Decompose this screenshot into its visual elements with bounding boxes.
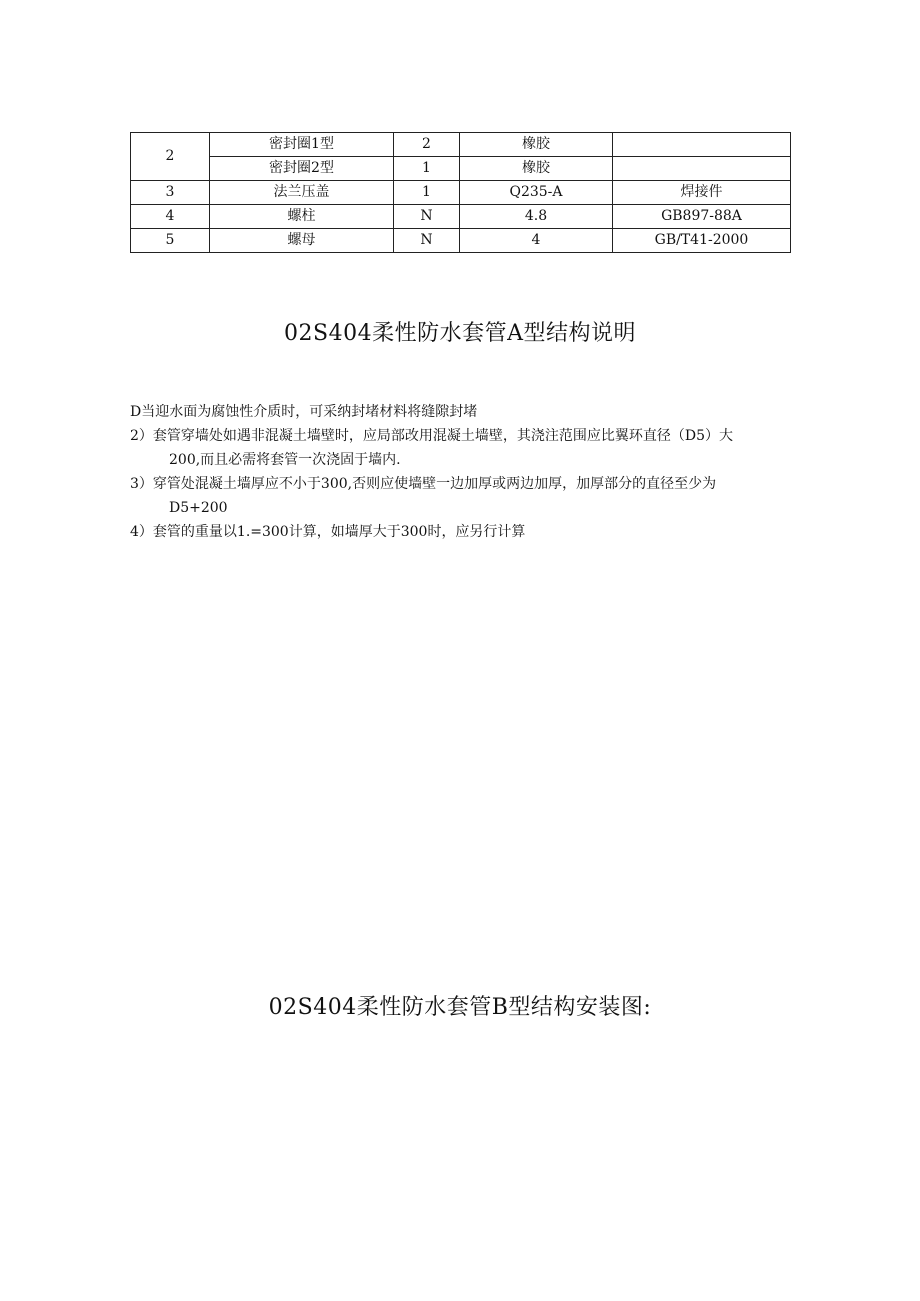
material: Q235-A [460,181,613,205]
item-number: 2 [131,133,210,181]
quantity: N [394,229,460,253]
section-a-title: 02S404柔性防水套管A型结构说明 [284,321,636,346]
section-b-title: 02S404柔性防水套管B型结构安装图: [268,995,652,1020]
note-item-continuation: 200,而且必需将套管一次浇固于墙内. [169,452,401,468]
remark [613,157,791,181]
item-number: 4 [131,205,210,229]
item-number: 3 [131,181,210,205]
table-row [131,229,791,253]
remark: GB/T41-2000 [613,229,791,253]
table-row [131,205,791,229]
material: 4.8 [460,205,613,229]
part-name: 密封圈2型 [210,157,394,181]
parts-table [130,132,791,253]
note-item: 3）穿管处混凝土墙厚应不小于300,否则应使墙壁一边加厚或两边加厚，加厚部分的直径至少为 [130,476,717,492]
remark [613,133,791,157]
part-name: 螺母 [210,229,394,253]
quantity: N [394,205,460,229]
quantity: 2 [394,133,460,157]
remark: GB897-88A [613,205,791,229]
note-item: D当迎水面为腐蚀性介质时，可采纳封堵材料将缝隙封堵 [130,404,478,420]
remark: 焊接件 [613,181,791,205]
part-name: 密封圈1型 [210,133,394,157]
quantity: 1 [394,181,460,205]
notes-list [130,400,790,544]
note-item: 4）套管的重量以1.=300计算，如墙厚大于300时，应另行计算 [130,524,526,540]
material: 橡胶 [460,157,613,181]
part-name: 法兰压盖 [210,181,394,205]
part-name: 螺柱 [210,205,394,229]
material: 4 [460,229,613,253]
table-row [131,133,791,157]
material: 橡胶 [460,133,613,157]
table-row [131,181,791,205]
quantity: 1 [394,157,460,181]
item-number: 5 [131,229,210,253]
table-row [131,157,791,181]
note-item: 2）套管穿墙处如遇非混凝土墙壁时，应局部改用混凝土墙壁，其浇注范围应比翼环直径（D5）大 [130,428,734,444]
note-item-continuation: D5+200 [169,500,228,516]
